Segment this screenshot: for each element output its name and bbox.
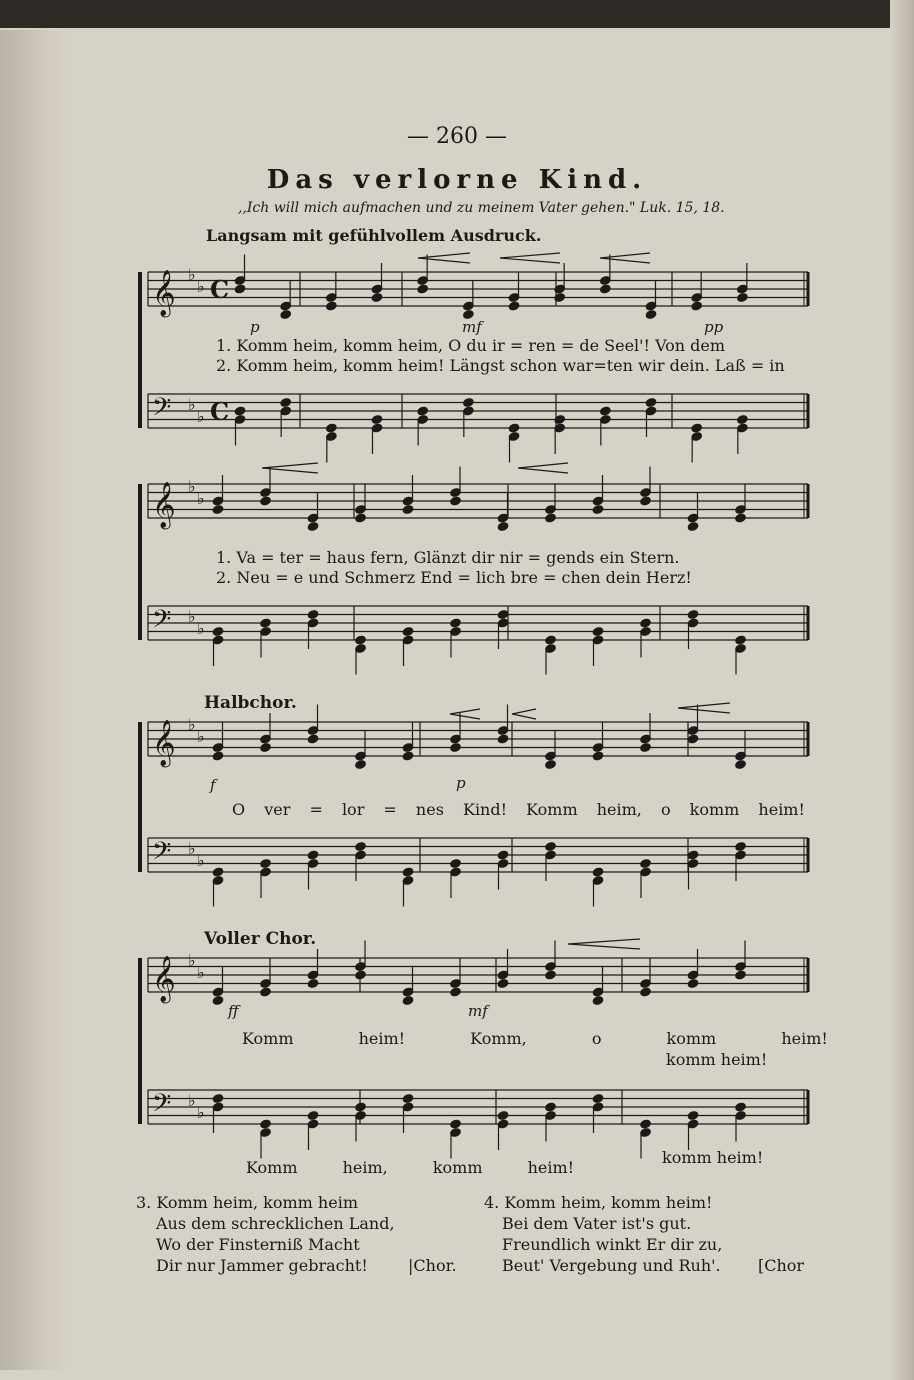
note-head [402, 867, 414, 877]
section-heading: Halbchor. [204, 693, 297, 713]
hairpin-mark [568, 939, 640, 949]
note-head [545, 635, 557, 645]
hairpin-mark [518, 463, 568, 473]
note-head [212, 995, 224, 1005]
note-head [234, 406, 246, 416]
note-head [417, 406, 429, 416]
note-head [640, 618, 652, 628]
verse-line: Bei dem Vater ist's gut. [502, 1214, 692, 1233]
note-head [687, 609, 699, 619]
note-head [355, 635, 367, 645]
note-head [462, 397, 474, 407]
note-head [212, 751, 224, 761]
verse-line: 3. Komm heim, komm heim [136, 1193, 358, 1212]
note-head [640, 742, 652, 752]
note-head [592, 867, 604, 877]
flat-icon: ♭ [188, 477, 196, 496]
note-head [355, 513, 367, 523]
flat-icon: ♭ [197, 619, 205, 638]
dynamic-mark: f [210, 776, 216, 794]
flat-icon: ♭ [197, 727, 205, 746]
flat-icon: ♭ [188, 839, 196, 858]
note-head [497, 521, 509, 531]
note-head [450, 496, 462, 506]
note-head [687, 978, 699, 988]
lyric-verse-2: 2. Neu = e und Schmerz End = lich bre = chen dein Herz! [216, 568, 692, 587]
treble-clef-icon: 𝄞 [152, 720, 176, 766]
note-head [735, 841, 747, 851]
dynamic-mark: pp [704, 318, 724, 336]
note-head [735, 513, 747, 523]
flat-icon: ♭ [197, 851, 205, 870]
section-heading: Voller Chor. [204, 929, 317, 949]
note-head [497, 978, 509, 988]
note-head [307, 978, 319, 988]
dynamic-mark: mf [468, 1002, 488, 1020]
note-head [212, 867, 224, 877]
note-head [497, 1110, 509, 1120]
verse-line: Beut' Vergebung und Ruh'. [502, 1256, 721, 1275]
note-head [691, 423, 703, 433]
note-head [371, 414, 383, 424]
bass-clef-icon: 𝄢 [152, 837, 172, 872]
note-head [307, 734, 319, 744]
note-head [592, 1093, 604, 1103]
note-head [508, 423, 520, 433]
lyric-verse-1: 1. Va = ter = haus fern, Glänzt dir nir = gends ein Stern. [216, 548, 680, 567]
tempo-marking: Langsam mit gefühlvollem Ausdruck. [206, 226, 542, 245]
note-head [307, 521, 319, 531]
flat-icon: ♭ [197, 963, 205, 982]
verse-line: Wo der Finsterniß Macht [156, 1235, 360, 1254]
time-signature: C [210, 275, 230, 304]
note-head [280, 397, 292, 407]
note-head [735, 635, 747, 645]
note-head [325, 301, 337, 311]
note-head [735, 759, 747, 769]
verse-line: 4. Komm heim, komm heim! [484, 1193, 713, 1212]
dynamic-mark: p [456, 774, 466, 792]
flat-icon: ♭ [188, 1091, 196, 1110]
verse-line: Freundlich winkt Er dir zu, [502, 1235, 723, 1254]
dynamic-mark: p [250, 318, 260, 336]
note-head [645, 309, 657, 319]
note-head [402, 751, 414, 761]
chorus-reference: [Chor [758, 1256, 805, 1275]
note-head [592, 504, 604, 514]
note-head [212, 1093, 224, 1103]
note-head [687, 1110, 699, 1120]
note-head [687, 734, 699, 744]
note-head [497, 609, 509, 619]
note-head [450, 618, 462, 628]
note-head [736, 292, 748, 302]
lyric-line: Komm heim, komm heim! [246, 1158, 575, 1177]
note-head [592, 626, 604, 636]
note-head [260, 496, 272, 506]
lyric-verse-2: 2. Komm heim, komm heim! Längst schon war=ten wir dein. Laß = in [216, 356, 785, 375]
hairpin-mark [450, 709, 480, 719]
epigraph: ,,Ich will mich aufmachen und zu meinem Vater gehen." Luk. 15, 18. [238, 200, 725, 216]
note-head [640, 858, 652, 868]
note-head [355, 1102, 367, 1112]
lyric-line: Komm heim! Komm, o komm heim! [242, 1029, 828, 1048]
note-head [592, 995, 604, 1005]
note-head [687, 850, 699, 860]
note-head [599, 284, 611, 294]
bass-clef-icon: 𝄢 [152, 393, 172, 428]
flat-icon: ♭ [197, 1103, 205, 1122]
note-head [402, 504, 414, 514]
note-head [234, 284, 246, 294]
flat-icon: ♭ [197, 489, 205, 508]
treble-clef-icon: 𝄞 [152, 956, 176, 1002]
note-head [371, 292, 383, 302]
note-head [402, 626, 414, 636]
note-head [417, 284, 429, 294]
note-head [687, 521, 699, 531]
note-head [450, 1119, 462, 1129]
note-head [402, 995, 414, 1005]
flat-icon: ♭ [188, 265, 196, 284]
note-head [640, 987, 652, 997]
note-head [450, 858, 462, 868]
treble-clef-icon: 𝄞 [152, 270, 176, 316]
note-head [640, 1119, 652, 1129]
lyric-verse-1: 1. Komm heim, komm heim, O du ir = ren = de Seel'! Von dem [216, 336, 726, 355]
note-head [260, 1119, 272, 1129]
lyric-line: komm heim! [666, 1050, 768, 1069]
note-head [545, 841, 557, 851]
note-head [450, 742, 462, 752]
hairpin-mark [512, 709, 536, 719]
note-head [307, 1110, 319, 1120]
bass-clef-icon: 𝄢 [152, 1089, 172, 1124]
note-head [280, 309, 292, 319]
note-head [735, 970, 747, 980]
note-head [212, 626, 224, 636]
flat-icon: ♭ [197, 407, 205, 426]
hairpin-mark [678, 703, 730, 713]
note-head [260, 858, 272, 868]
note-head [592, 751, 604, 761]
note-head [599, 406, 611, 416]
note-head [736, 414, 748, 424]
hairpin-mark [418, 253, 470, 263]
note-head [735, 1102, 747, 1112]
note-head [260, 618, 272, 628]
note-head [545, 513, 557, 523]
note-head [355, 841, 367, 851]
note-head [260, 987, 272, 997]
flat-icon: ♭ [188, 715, 196, 734]
verse-line: Dir nur Jammer gebracht! [156, 1256, 368, 1275]
hairpin-mark [600, 253, 650, 263]
dynamic-mark: mf [462, 318, 482, 336]
note-head [325, 423, 337, 433]
flat-icon: ♭ [188, 951, 196, 970]
note-head [545, 1102, 557, 1112]
hairpin-mark [500, 253, 560, 263]
note-head [545, 970, 557, 980]
verse-line: Aus dem schrecklichen Land, [156, 1214, 395, 1233]
note-head [545, 759, 557, 769]
note-head [508, 301, 520, 311]
flat-icon: ♭ [188, 395, 196, 414]
note-head [497, 850, 509, 860]
note-head [355, 759, 367, 769]
note-head [450, 987, 462, 997]
page-title: Das verlorne Kind. [266, 165, 648, 195]
note-head [355, 970, 367, 980]
flat-icon: ♭ [188, 607, 196, 626]
note-head [640, 496, 652, 506]
note-head [497, 734, 509, 744]
note-head [307, 609, 319, 619]
note-head [307, 850, 319, 860]
bass-clef-icon: 𝄢 [152, 605, 172, 640]
note-head [212, 504, 224, 514]
dynamic-mark: ff [228, 1002, 239, 1020]
note-head [402, 1093, 414, 1103]
note-head [260, 742, 272, 752]
page-number: — 260 — [407, 124, 507, 149]
note-head [691, 301, 703, 311]
lyric-line: O ver = lor = nes Kind! Komm heim, o komm heim! [232, 800, 805, 819]
treble-clef-icon: 𝄞 [152, 482, 176, 528]
flat-icon: ♭ [197, 277, 205, 296]
time-signature: C [210, 397, 230, 426]
chorus-reference: |Chor. [408, 1256, 457, 1275]
note-head [645, 397, 657, 407]
lyric-line: komm heim! [662, 1148, 764, 1167]
